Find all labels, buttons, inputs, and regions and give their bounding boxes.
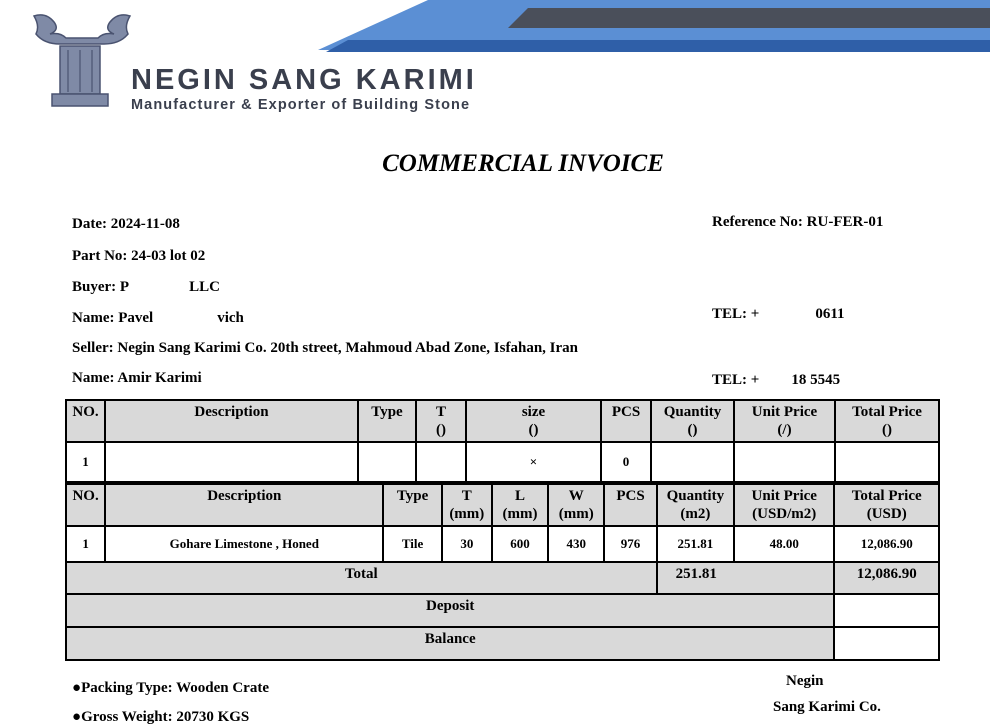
buyer-tail: LLC — [189, 279, 220, 295]
template-header-row — [66, 400, 939, 442]
signature-line-2: Sang Karimi Co. — [773, 699, 881, 715]
deposit-label: Deposit — [66, 594, 834, 627]
header-cell: T () — [416, 400, 466, 442]
invoice-template-table — [65, 399, 940, 483]
header-cell: Total Price (USD) — [834, 484, 939, 526]
cell — [416, 442, 466, 482]
invoice-date: Date: 2024-11-08 — [72, 216, 180, 232]
seller-tel-tail: 18 5545 — [791, 372, 841, 388]
signature-line-1: Negin — [786, 673, 824, 689]
header-cell: L (mm) — [492, 484, 548, 526]
buyer-tel-tail: 0611 — [815, 306, 845, 322]
cell: × — [466, 442, 601, 482]
cell: 1 — [66, 526, 105, 562]
balance-label: Balance — [66, 627, 834, 660]
bullet-icon: ● — [72, 709, 82, 725]
buyer-name-tail: vich — [217, 310, 244, 326]
buyer-telephone — [712, 306, 845, 323]
buyer-name — [72, 310, 244, 327]
header-cell: T (mm) — [442, 484, 492, 526]
packing-type — [72, 680, 269, 697]
cell: 430 — [548, 526, 604, 562]
items-header-row — [66, 484, 939, 526]
total-label: Total — [66, 562, 657, 594]
header-cell: NO. — [66, 484, 105, 526]
header-cell: Quantity () — [651, 400, 734, 442]
header-banner — [318, 0, 990, 52]
table-row — [66, 442, 939, 482]
invoice-items-table — [65, 483, 940, 661]
cell: 0 — [601, 442, 651, 482]
total-price: 12,086.90 — [834, 562, 939, 594]
header-cell: Type — [358, 400, 416, 442]
buyer — [72, 279, 220, 296]
packing-type-text: Packing Type: Wooden Crate — [81, 680, 269, 696]
table-row — [66, 526, 939, 562]
redaction — [129, 286, 189, 290]
cell — [734, 442, 835, 482]
cell: 600 — [492, 526, 548, 562]
header-cell: PCS — [601, 400, 651, 442]
cell — [651, 442, 734, 482]
deposit-row — [66, 594, 939, 627]
header-cell: Quantity (m2) — [657, 484, 734, 526]
seller-telephone — [712, 372, 840, 389]
cell: 48.00 — [734, 526, 834, 562]
gross-weight — [72, 709, 249, 726]
cell: 12,086.90 — [834, 526, 939, 562]
bullet-icon: ● — [72, 680, 82, 696]
header-cell: NO. — [66, 400, 105, 442]
cell: 30 — [442, 526, 492, 562]
reference-number: Reference No: RU-FER-01 — [712, 214, 884, 230]
header-cell: PCS — [604, 484, 656, 526]
redaction — [759, 313, 815, 317]
redaction — [153, 317, 217, 321]
header-cell: Total Price () — [835, 400, 939, 442]
header-cell: Unit Price (/) — [734, 400, 835, 442]
cell — [358, 442, 416, 482]
company-logo-icon — [30, 12, 134, 110]
cell — [835, 442, 939, 482]
deposit-value — [834, 594, 939, 627]
header-cell: Description — [105, 484, 383, 526]
company-name: NEGIN SANG KARIMI — [131, 64, 477, 96]
seller-tel-label: TEL: + — [712, 372, 760, 388]
total-row — [66, 562, 939, 594]
cell: 1 — [66, 442, 105, 482]
seller-name: Name: Amir Karimi — [72, 370, 202, 386]
seller: Seller: Negin Sang Karimi Co. 20th street, Mahmoud Abad Zone, Isfahan, Iran — [72, 340, 579, 356]
total-quantity: 251.81 — [657, 562, 835, 594]
cell: Gohare Limestone , Honed — [105, 526, 383, 562]
cell: 976 — [604, 526, 656, 562]
part-number: Part No: 24-03 lot 02 — [72, 248, 206, 264]
buyer-tel-label: TEL: + — [712, 306, 760, 322]
buyer-label: Buyer: P — [72, 279, 130, 295]
redaction — [759, 379, 791, 383]
balance-value — [834, 627, 939, 660]
header-cell: size () — [466, 400, 601, 442]
gross-weight-text: Gross Weight: 20730 KGS — [81, 709, 250, 725]
document-title: COMMERCIAL INVOICE — [382, 150, 664, 177]
company-tagline: Manufacturer & Exporter of Building Stone — [131, 97, 471, 113]
header-cell: W (mm) — [548, 484, 604, 526]
header-cell: Type — [383, 484, 441, 526]
header-cell: Unit Price (USD/m2) — [734, 484, 834, 526]
cell: 251.81 — [657, 526, 734, 562]
cell: Tile — [383, 526, 441, 562]
cell — [105, 442, 358, 482]
buyer-name-label: Name: Pavel — [72, 310, 154, 326]
header-cell: Description — [105, 400, 358, 442]
balance-row — [66, 627, 939, 660]
